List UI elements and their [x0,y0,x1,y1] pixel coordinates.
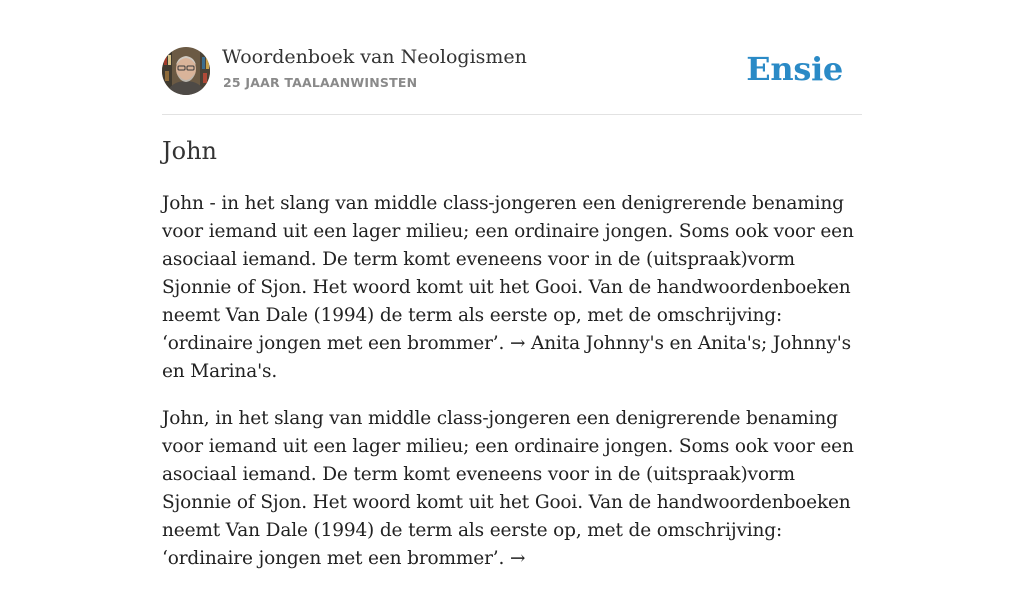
avatar[interactable] [162,47,210,95]
site-title-link[interactable]: Woordenboek van Neologismen [222,46,527,68]
header [162,0,862,115]
site-subtitle: 25 JAAR TAALAANWINSTEN [223,75,418,90]
definitions [162,190,862,592]
definition-paragraph-2: John, in het slang van middle class-jongeren een denigrerende benaming voor iemand uit een lager milieu; een ordinaire jongen. Soms ook voor een asociaal iemand. De term komt eveneens voor in de (uitspraak)vorm Sjonnie of Sjon. Het woord komt uit het Gooi. Van de handwoordenboeken neemt Van Dale (1994) de term als eerste op, met de omschrijving: ‘ordinaire jongen met een brommer’. → [162,408,854,569]
page [162,0,862,569]
author-portrait-icon [162,47,210,95]
entry-title: John [162,137,217,165]
brand-logo-link[interactable]: Ensie [746,50,843,88]
definition-paragraph-1: John - in het slang van middle class-jongeren een denigrerende benaming voor iemand uit een lager milieu; een ordinaire jongen. Soms ook voor een asociaal iemand. De term komt eveneens voor in de (uitspraak)vorm Sjonnie of Sjon. Het woord komt uit het Gooi. Van de handwoordenboeken neemt Van Dale (1994) de term als eerste op, met de omschrijving: ‘ordinaire jongen met een brommer’. → Anita Johnny's en Anita's; Johnny's en Marina's. [162,193,854,382]
